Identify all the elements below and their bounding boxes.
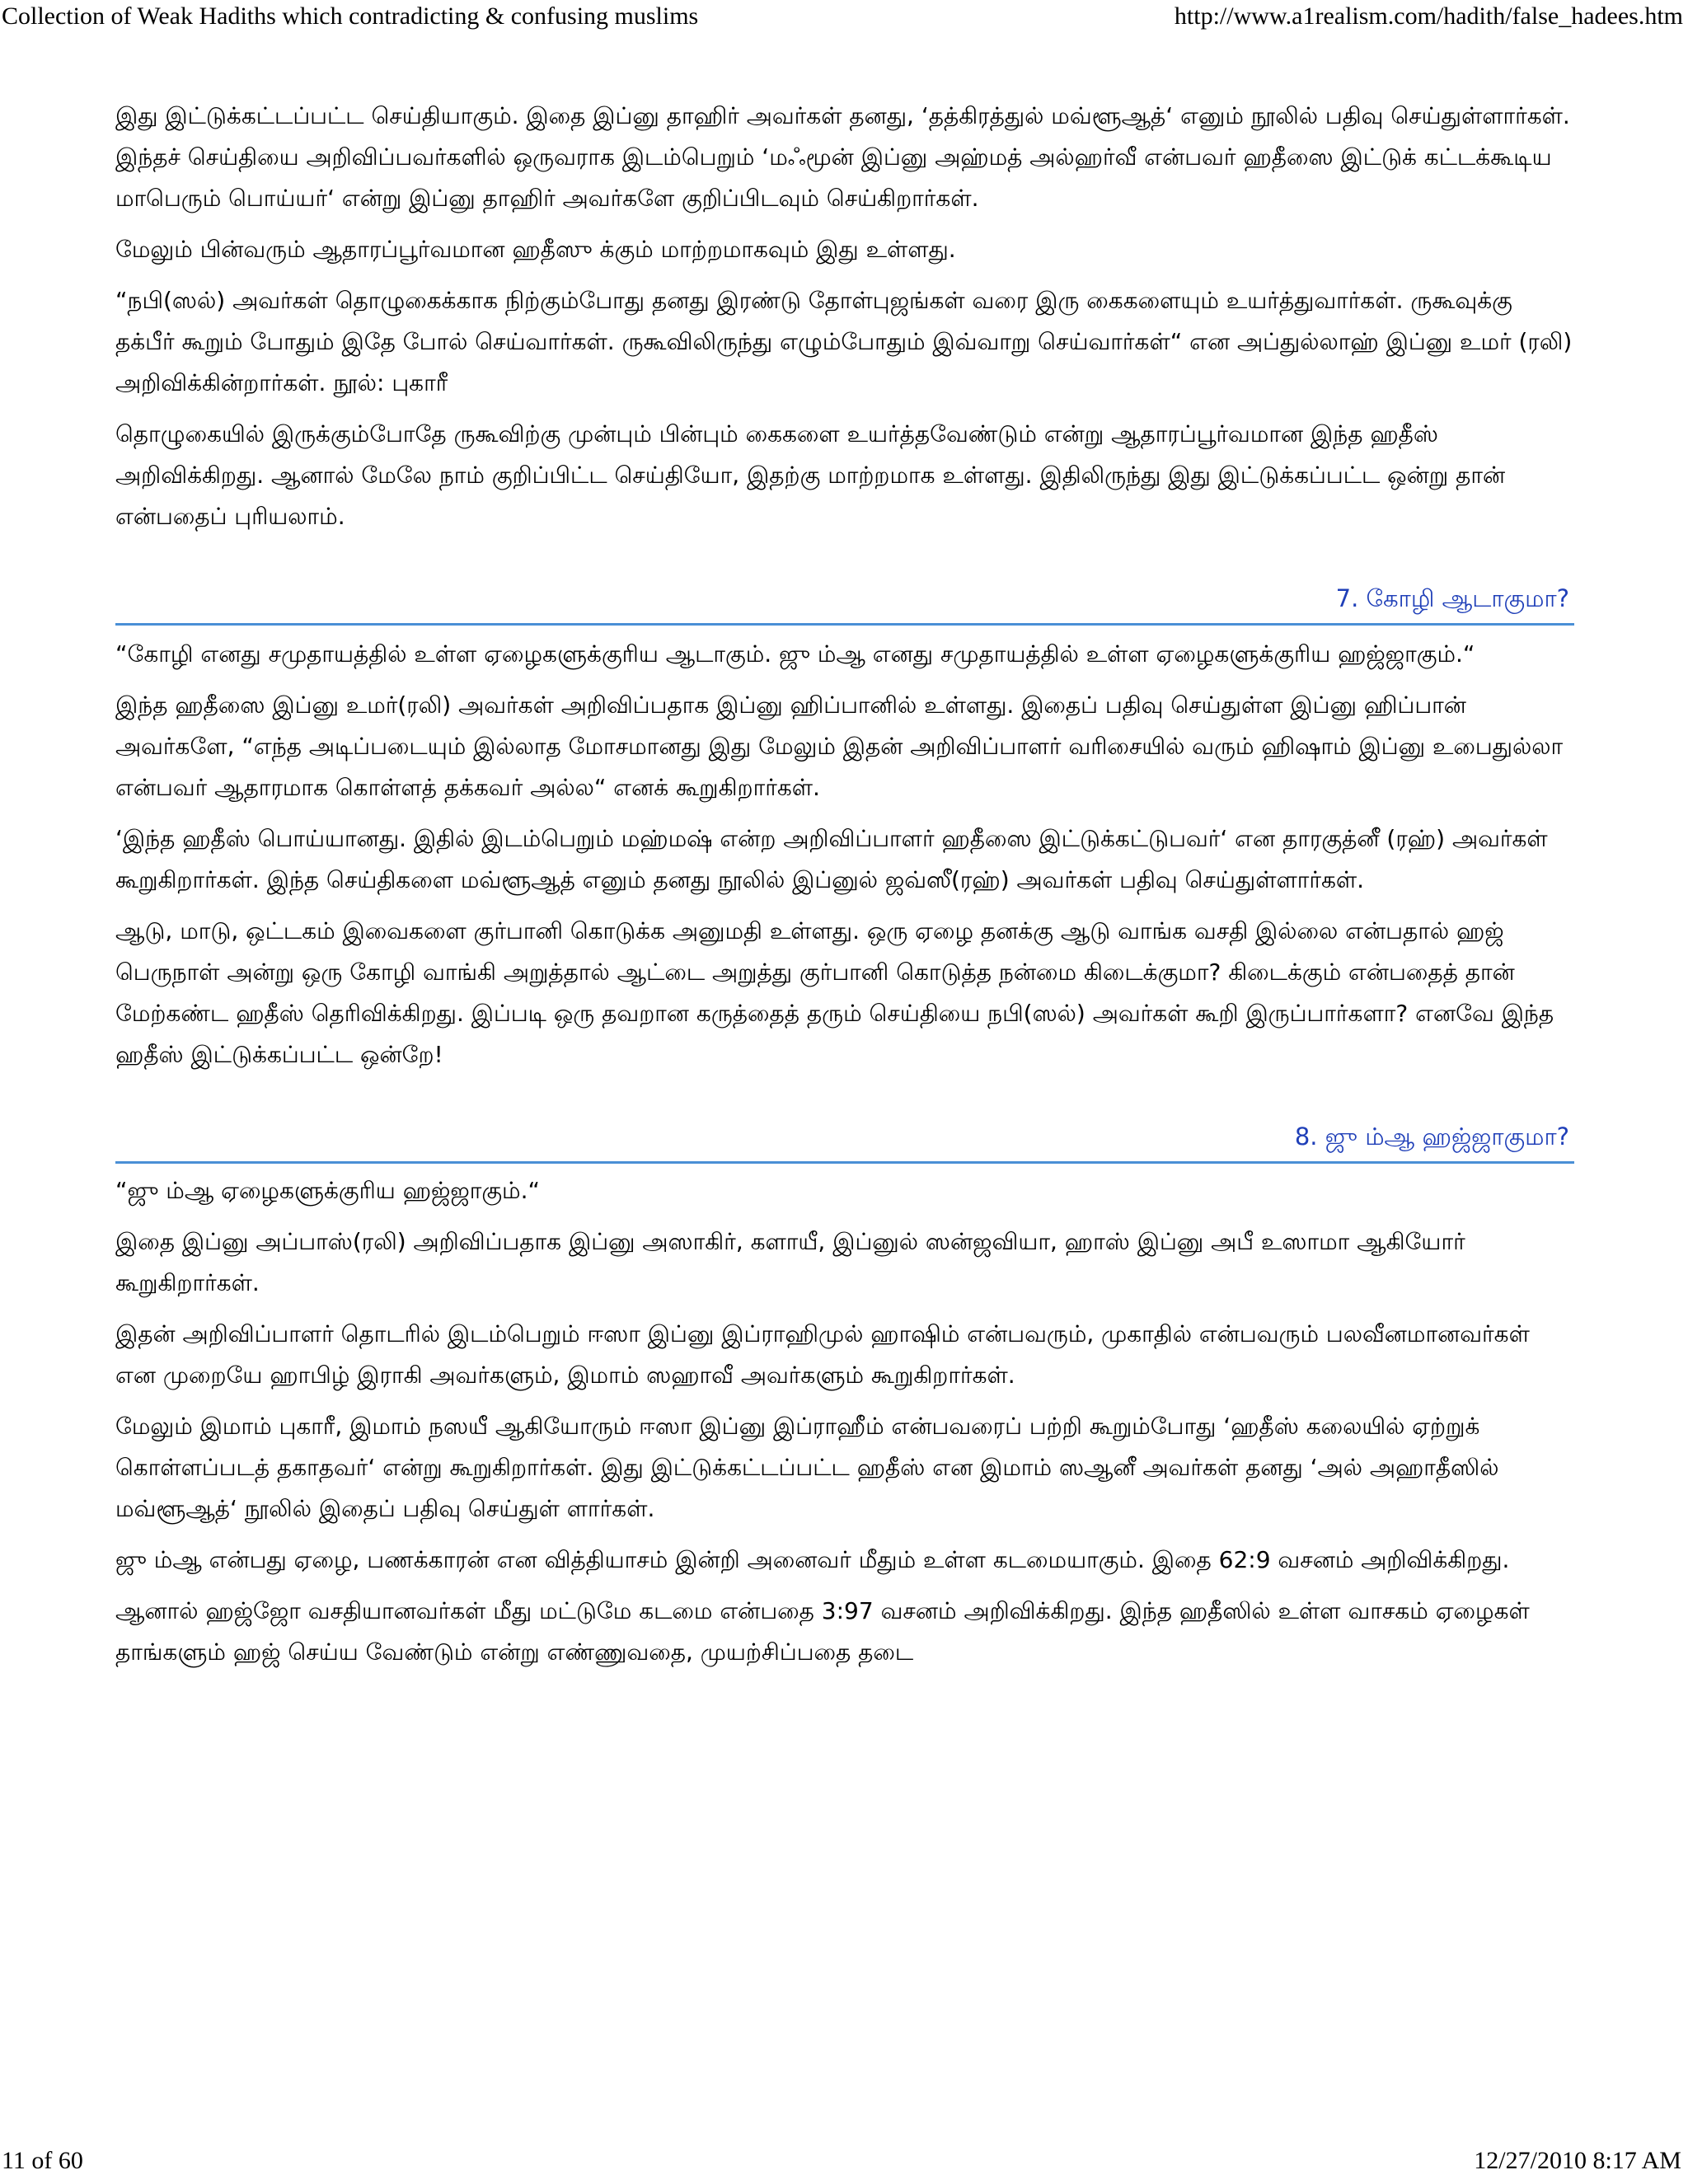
page-header-url: http://www.a1realism.com/hadith/false_hadees.htm [1174,2,1683,30]
page-footer-datetime: 12/27/2010 8:17 AM [1474,2147,1681,2174]
section-7-quote: “கோழி எனது சமுதாயத்தில் உள்ள ஏழைகளுக்குரிய ஆடாகும். ஜு ம்ஆ எனது சமுதாயத்தில் உள்ள ஏழைகளுக்குரிய ஹஜ்ஜாகும்.“ [115,640,1475,668]
section-8-paragraph-6: ஆனால் ஹஜ்ஜோ வசதியானவர்கள் மீது மட்டுமே கடமை என்பதை 3:97 வசனம் அறிவிக்கிறது. இந்த ஹதீஸில் உள்ள வாசகம் ஏழைகள் தாங்களும் ஹஜ் செய்ய வேண்டும் என்று எண்ணுவதை, முயற்சிப்பதை தடை [115,1597,1530,1666]
section-7-divider [115,623,1574,626]
page-header-title: Collection of Weak Hadiths which contradicting & confusing muslims [2,2,699,30]
section-7-paragraph-3: ‘இந்த ஹதீஸ் பொய்யானது. இதில் இடம்பெறும் மஹ்மஷ் என்ற அறிவிப்பாளர் ஹதீஸை இட்டுக்கட்டுபவர்‘ என தாரகுத்னீ (ரஹ்) அவர்கள் கூறுகிறார்கள். இந்த செய்திகளை மவ்ளூஆத் எனும் தனது நூலில் இப்னுல் ஜவ்ஸீ(ரஹ்) அவர்கள் பதிவு செய்துள்ளார்கள். [115,825,1548,893]
intro-paragraph-4: தொழுகையில் இருக்கும்போதே ருகூவிற்கு முன்பும் பின்பும் கைகளை உயர்த்தவேண்டும் என்று ஆதாரப்பூர்வமான இந்த ஹதீஸ் அறிவிக்கிறது. ஆனால் மேலே நாம் குறிப்பிட்ட செய்தியோ, இதற்கு மாற்றமாக உள்ளது. இதிலிருந்து இது இட்டுக்கப்பட்ட ஒன்று தான் என்பதைப் புரியலாம். [115,420,1506,530]
section-8 [115,1120,1574,1673]
section-8-paragraph-5: ஜு ம்ஆ என்பது ஏழை, பணக்காரன் என வித்தியாசம் இன்றி அனைவர் மீதும் உள்ள கடமையாகும். இதை 62:9 வசனம் அறிவிக்கிறது. [115,1546,1510,1573]
section-8-quote: “ஜு ம்ஆ ஏழைகளுக்குரிய ஹஜ்ஜாகும்.“ [115,1177,540,1204]
section-7-heading: 7. கோழி ஆடாகுமா? [1335,584,1569,612]
intro-paragraph-2: மேலும் பின்வரும் ஆதாரப்பூர்வமான ஹதீஸு க்கும் மாற்றமாகவும் இது உள்ளது. [115,236,956,263]
intro-paragraph-1: இது இட்டுக்கட்டப்பட்ட செய்தியாகும். இதை இப்னு தாஹிர் அவர்கள் தனது, ‘தத்கிரத்துல் மவ்ளூஆத்‘ எனும் நூலில் பதிவு செய்துள்ளார்கள். இந்தச் செய்தியை அறிவிப்பவர்களில் ஒருவராக இடம்பெறும் ‘மஃமூன் இப்னு அஹ்மத் அல்ஹர்வீ என்பவர் ஹதீஸை இட்டுக் கட்டக்கூடிய மாபெரும் பொய்யர்‘ என்று இப்னு தாஹிர் அவர்களே குறிப்பிடவும் செய்கிறார்கள். [115,102,1570,212]
section-7-paragraph-2: இந்த ஹதீஸை இப்னு உமர்(ரலி) அவர்கள் அறிவிப்பதாக இப்னு ஹிப்பானில் உள்ளது. இதைப் பதிவு செய்துள்ள இப்னு ஹிப்பான் அவர்களே, “எந்த அடிப்படையும் இல்லாத மோசமானது இது மேலும் இதன் அறிவிப்பாளர் வரிசையில் வரும் ஹிஷாம் இப்னு உபைதுல்லா என்பவர் ஆதாரமாக கொள்ளத் தக்கவர் அல்ல“ எனக் கூறுகிறார்கள். [115,691,1564,801]
section-8-paragraph-2: இதை இப்னு அப்பாஸ்(ரலி) அறிவிப்பதாக இப்னு அஸாகிர், களாயீ, இப்னுல் ஸன்ஜவியா, ஹாஸ் இப்னு அபீ உஸாமா ஆகியோர் கூறுகிறார்கள். [115,1228,1465,1296]
section-8-paragraph-4: மேலும் இமாம் புகாரீ, இமாம் நஸயீ ஆகியோரும் ஈஸா இப்னு இப்ராஹீம் என்பவரைப் பற்றி கூறும்போது ‘ஹதீஸ் கலையில் ஏற்றுக் கொள்ளப்படத் தகாதவர்‘ என்று கூறுகிறார்கள். இது இட்டுக்கட்டப்பட்ட ஹதீஸ் என இமாம் ஸஆனீ அவர்கள் தனது ‘அல் அஹாதீஸில் மவ்ளூஆத்‘ நூலில் இதைப் பதிவு செய்துள் ளார்கள். [115,1413,1499,1522]
intro-section [115,96,1574,537]
page-footer-page-number: 11 of 60 [2,2147,83,2174]
section-8-paragraph-3: இதன் அறிவிப்பாளர் தொடரில் இடம்பெறும் ஈஸா இப்னு இப்ராஹிமுல் ஹாஷிம் என்பவரும், முகாதில் என்பவரும் பலவீனமானவர்கள் என முறையே ஹாபிழ் இராகி அவர்களும், இமாம் ஸஹாவீ அவர்களும் கூறுகிறார்கள். [115,1320,1530,1389]
intro-quote-paragraph: “நபி(ஸல்) அவர்கள் தொழுகைக்காக நிற்கும்போது தனது இரண்டு தோள்புஜங்கள் வரை இரு கைகளையும் உயர்த்துவார்கள். ருகூவுக்கு தக்பீர் கூறும் போதும் இதே போல் செய்வார்கள். ருகூவிலிருந்து எழும்போதும் இவ்வாறு செய்வார்கள்“ என அப்துல்லாஹ் இப்னு உமர் (ரலி) அறிவிக்கின்றார்கள். நூல்: புகாரீ [115,287,1573,396]
document-body [115,96,1574,1673]
section-7 [115,582,1574,1076]
section-7-paragraph-4: ஆடு, மாடு, ஒட்டகம் இவைகளை குர்பானி கொடுக்க அனுமதி உள்ளது. ஒரு ஏழை தனக்கு ஆடு வாங்க வசதி இல்லை என்பதால் ஹஜ் பெருநாள் அன்று ஒரு கோழி வாங்கி அறுத்தால் ஆட்டை அறுத்து குர்பானி கொடுத்த நன்மை கிடைக்குமா? கிடைக்கும் என்பதைத் தான் மேற்கண்ட ஹதீஸ் தெரிவிக்கிறது. இப்படி ஒரு தவறான கருத்தைத் தரும் செய்தியை நபி(ஸல்) அவர்கள் கூறி இருப்பார்களா? எனவே இந்த ஹதீஸ் இட்டுக்கப்பட்ட ஒன்றே! [115,917,1554,1068]
section-8-divider [115,1161,1574,1164]
section-8-heading: 8. ஜு ம்ஆ ஹஜ்ஜாகுமா? [1294,1122,1569,1151]
